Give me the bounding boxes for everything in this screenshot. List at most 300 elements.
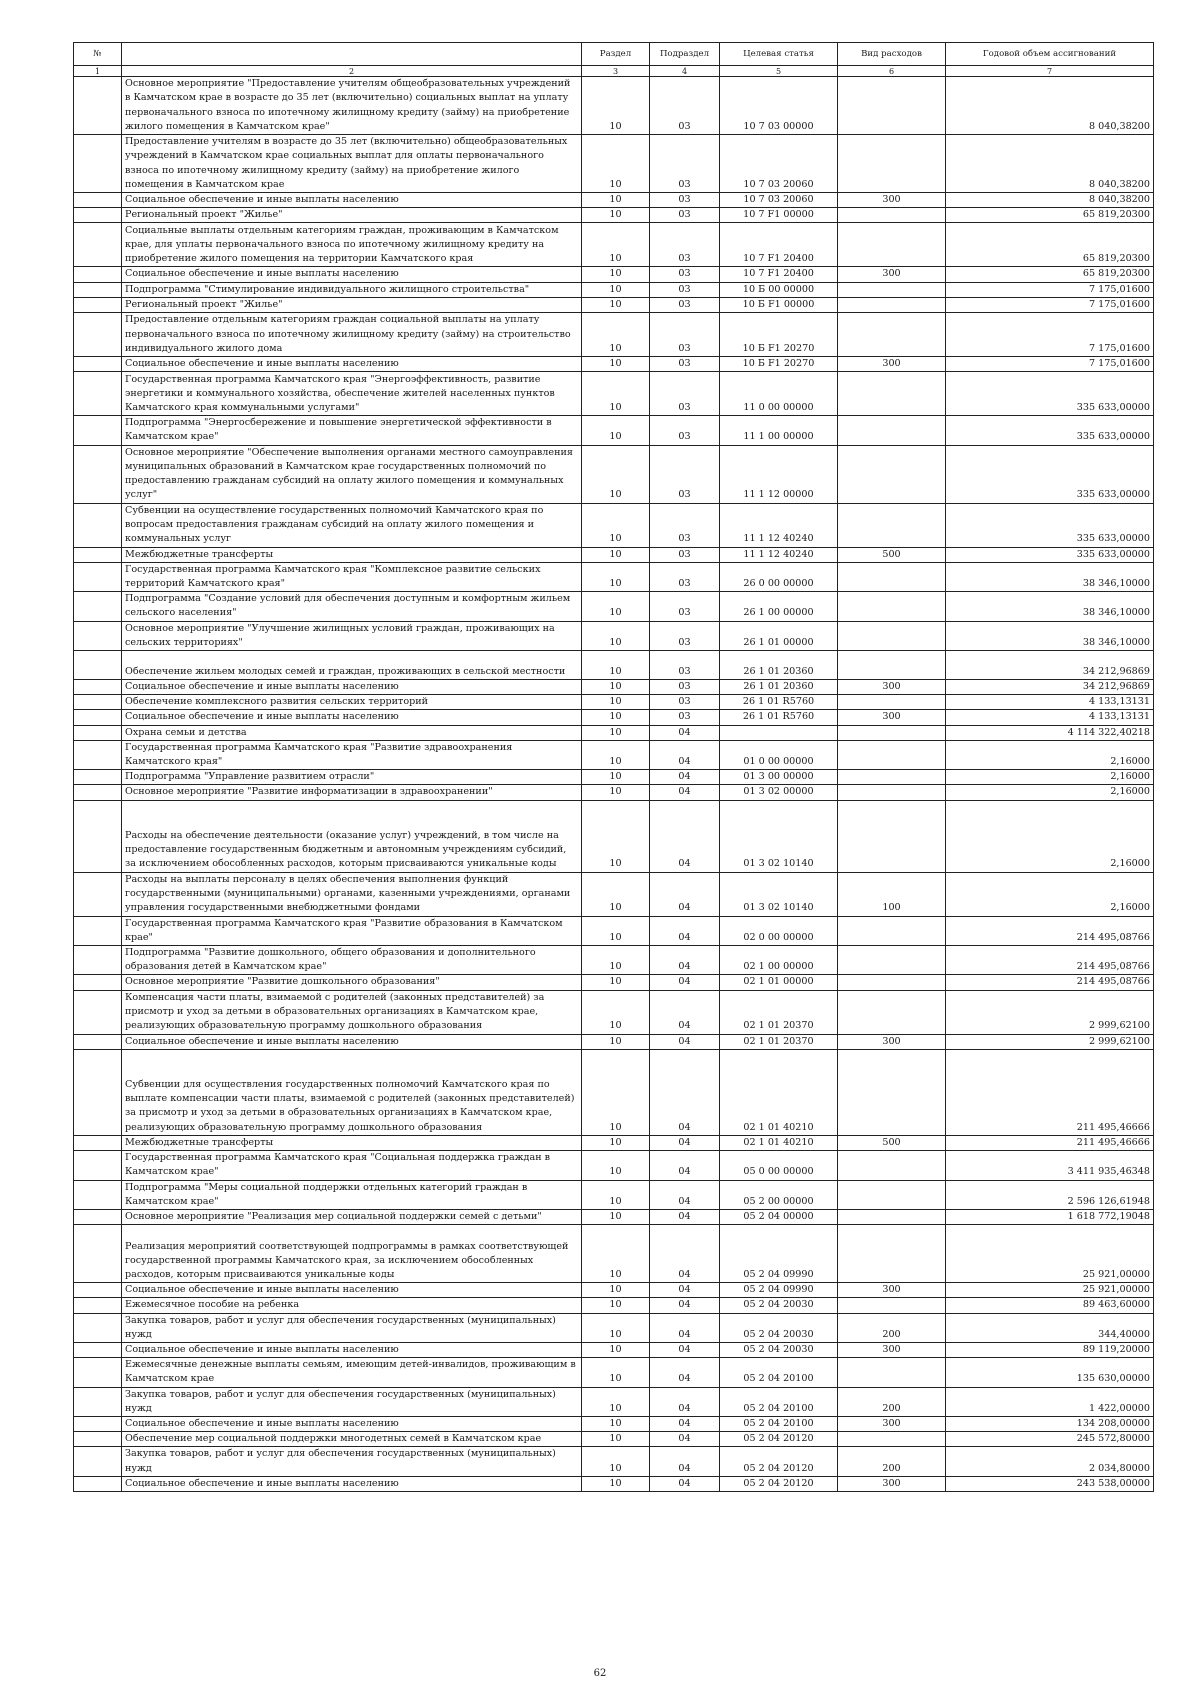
row-name-cell: Подпрограмма "Меры социальной поддержки отдельных категорий граждан в Камчатском крае" (122, 1180, 582, 1209)
row-celevaya-cell: 05 2 04 20120 (720, 1476, 838, 1491)
row-razdel-cell: 10 (582, 1447, 650, 1476)
row-razdel-cell: 10 (582, 445, 650, 503)
row-number-cell (74, 135, 122, 193)
row-vid-cell (838, 1209, 946, 1224)
row-celevaya-cell: 26 0 00 00000 (720, 562, 838, 591)
row-razdel-cell: 10 (582, 297, 650, 312)
table-row (74, 916, 1154, 945)
row-number-cell (74, 357, 122, 372)
row-number-cell (74, 1447, 122, 1476)
table-row (74, 1313, 1154, 1342)
row-vid-cell (838, 282, 946, 297)
row-razdel-cell: 10 (582, 916, 650, 945)
row-vid-cell: 300 (838, 267, 946, 282)
table-row (74, 800, 1154, 872)
row-razdel-cell: 10 (582, 946, 650, 975)
row-razdel-cell: 10 (582, 1358, 650, 1387)
row-podrazdel-cell: 04 (650, 1298, 720, 1313)
row-celevaya-cell: 01 3 02 10140 (720, 872, 838, 916)
row-sum-cell: 25 921,00000 (946, 1283, 1154, 1298)
row-celevaya-cell: 02 1 01 00000 (720, 975, 838, 990)
row-razdel-cell: 10 (582, 800, 650, 872)
row-celevaya-cell: 02 1 01 40210 (720, 1049, 838, 1135)
colnum-1: 1 (74, 66, 122, 77)
row-vid-cell (838, 297, 946, 312)
row-razdel-cell: 10 (582, 680, 650, 695)
row-podrazdel-cell: 04 (650, 1447, 720, 1476)
row-name-cell: Социальное обеспечение и иные выплаты населению (122, 1416, 582, 1431)
row-podrazdel-cell: 04 (650, 1358, 720, 1387)
row-celevaya-cell: 11 1 12 40240 (720, 503, 838, 547)
row-vid-cell (838, 1358, 946, 1387)
row-name-cell: Социальное обеспечение и иные выплаты населению (122, 357, 582, 372)
row-name-cell: Основное мероприятие "Реализация мер социальной поддержки семей с детьми" (122, 1209, 582, 1224)
row-vid-cell (838, 416, 946, 445)
row-podrazdel-cell: 03 (650, 193, 720, 208)
row-celevaya-cell: 10 Б F1 00000 (720, 297, 838, 312)
row-podrazdel-cell: 03 (650, 503, 720, 547)
row-number-cell (74, 785, 122, 800)
row-sum-cell: 8 040,38200 (946, 135, 1154, 193)
row-name-cell: Закупка товаров, работ и услуг для обеспечения государственных (муниципальных) нужд (122, 1447, 582, 1476)
table-row (74, 946, 1154, 975)
row-vid-cell (838, 621, 946, 650)
row-sum-cell: 89 119,20000 (946, 1342, 1154, 1357)
table-row (74, 785, 1154, 800)
row-name-cell: Подпрограмма "Создание условий для обеспечения доступным и комфортным жильем сельского населения" (122, 592, 582, 621)
row-name-cell: Реализация мероприятий соответствующей подпрограммы в рамках соответствующей государственной программы Камчатского края, за исключением обособленных расходов, которым присваиваются уникальные коды (122, 1225, 582, 1283)
row-number-cell (74, 621, 122, 650)
row-razdel-cell: 10 (582, 651, 650, 680)
row-name-cell: Социальное обеспечение и иные выплаты населению (122, 680, 582, 695)
row-name-cell: Основное мероприятие "Улучшение жилищных условий граждан, проживающих на сельских территориях" (122, 621, 582, 650)
row-razdel-cell: 10 (582, 990, 650, 1034)
row-number-cell (74, 800, 122, 872)
table-row (74, 695, 1154, 710)
row-podrazdel-cell: 03 (650, 710, 720, 725)
row-vid-cell (838, 313, 946, 357)
row-podrazdel-cell: 03 (650, 297, 720, 312)
row-podrazdel-cell: 04 (650, 1476, 720, 1491)
row-sum-cell: 1 618 772,19048 (946, 1209, 1154, 1224)
table-row (74, 208, 1154, 223)
row-number-cell (74, 1135, 122, 1150)
row-podrazdel-cell: 04 (650, 725, 720, 740)
row-sum-cell: 38 346,10000 (946, 592, 1154, 621)
table-row (74, 1358, 1154, 1387)
row-podrazdel-cell: 04 (650, 1432, 720, 1447)
row-razdel-cell: 10 (582, 1432, 650, 1447)
row-name-cell: Государственная программа Камчатского края "Развитие здравоохранения Камчатского края" (122, 740, 582, 769)
row-number-cell (74, 990, 122, 1034)
row-number-cell (74, 193, 122, 208)
table-row (74, 770, 1154, 785)
table-row (74, 77, 1154, 135)
row-sum-cell: 2 034,80000 (946, 1447, 1154, 1476)
row-razdel-cell: 10 (582, 77, 650, 135)
row-podrazdel-cell: 03 (650, 621, 720, 650)
header-name (122, 43, 582, 66)
row-razdel-cell: 10 (582, 1387, 650, 1416)
row-celevaya-cell: 26 1 01 20360 (720, 651, 838, 680)
row-sum-cell: 7 175,01600 (946, 297, 1154, 312)
row-vid-cell (838, 503, 946, 547)
row-sum-cell: 335 633,00000 (946, 503, 1154, 547)
row-celevaya-cell: 05 2 04 20100 (720, 1387, 838, 1416)
row-sum-cell: 4 114 322,40218 (946, 725, 1154, 740)
row-vid-cell (838, 800, 946, 872)
row-name-cell: Межбюджетные трансферты (122, 1135, 582, 1150)
row-name-cell: Основное мероприятие "Обеспечение выполнения органами местного самоуправления муниципальных образований в Камчатском крае государственных полномочий по предоставлению гражданам субсидий на оплату жилого помещения и коммунальных услуг" (122, 445, 582, 503)
row-sum-cell: 214 495,08766 (946, 975, 1154, 990)
row-sum-cell: 38 346,10000 (946, 621, 1154, 650)
row-name-cell: Социальное обеспечение и иные выплаты населению (122, 193, 582, 208)
row-vid-cell: 300 (838, 357, 946, 372)
row-podrazdel-cell: 04 (650, 1313, 720, 1342)
row-razdel-cell: 10 (582, 562, 650, 591)
row-name-cell: Социальное обеспечение и иные выплаты населению (122, 1476, 582, 1491)
row-podrazdel-cell: 04 (650, 1387, 720, 1416)
row-podrazdel-cell: 03 (650, 135, 720, 193)
row-razdel-cell: 10 (582, 872, 650, 916)
row-sum-cell: 65 819,20300 (946, 208, 1154, 223)
row-vid-cell: 300 (838, 1416, 946, 1431)
row-sum-cell: 2,16000 (946, 770, 1154, 785)
header-celevaya: Целевая статья (720, 43, 838, 66)
row-razdel-cell: 10 (582, 621, 650, 650)
row-sum-cell: 4 133,13131 (946, 710, 1154, 725)
row-sum-cell: 25 921,00000 (946, 1225, 1154, 1283)
row-sum-cell: 1 422,00000 (946, 1387, 1154, 1416)
row-sum-cell: 65 819,20300 (946, 267, 1154, 282)
row-number-cell (74, 1180, 122, 1209)
row-number-cell (74, 710, 122, 725)
row-name-cell: Подпрограмма "Стимулирование индивидуального жилищного строительства" (122, 282, 582, 297)
row-name-cell: Региональный проект "Жилье" (122, 208, 582, 223)
row-podrazdel-cell: 03 (650, 357, 720, 372)
row-podrazdel-cell: 04 (650, 1151, 720, 1180)
row-podrazdel-cell: 04 (650, 990, 720, 1034)
table-row (74, 1225, 1154, 1283)
row-podrazdel-cell: 03 (650, 208, 720, 223)
table-row (74, 740, 1154, 769)
row-razdel-cell: 10 (582, 1151, 650, 1180)
row-razdel-cell: 10 (582, 282, 650, 297)
table-row (74, 282, 1154, 297)
header-podrazdel: Подраздел (650, 43, 720, 66)
table-row (74, 1209, 1154, 1224)
row-celevaya-cell: 02 0 00 00000 (720, 916, 838, 945)
row-podrazdel-cell: 03 (650, 547, 720, 562)
row-vid-cell: 200 (838, 1313, 946, 1342)
row-celevaya-cell (720, 725, 838, 740)
row-podrazdel-cell: 03 (650, 267, 720, 282)
row-name-cell: Закупка товаров, работ и услуг для обеспечения государственных (муниципальных) нужд (122, 1387, 582, 1416)
row-sum-cell: 7 175,01600 (946, 313, 1154, 357)
table-row (74, 651, 1154, 680)
row-podrazdel-cell: 03 (650, 313, 720, 357)
row-celevaya-cell: 05 2 04 09990 (720, 1283, 838, 1298)
row-celevaya-cell: 10 Б 00 00000 (720, 282, 838, 297)
row-number-cell (74, 1387, 122, 1416)
budget-table (73, 42, 1154, 1492)
row-podrazdel-cell: 04 (650, 872, 720, 916)
row-name-cell: Основное мероприятие "Предоставление учителям общеобразовательных учреждений в Камчатском крае в возрасте до 35 лет (включительно) социальных выплат на уплату первоначального взноса по ипотечному жилищному кредиту (займу) на приобретение жилого помещения в Камчатском крае" (122, 77, 582, 135)
row-celevaya-cell: 01 3 00 00000 (720, 770, 838, 785)
row-celevaya-cell: 26 1 01 20360 (720, 680, 838, 695)
table-row (74, 1476, 1154, 1491)
table-row (74, 135, 1154, 193)
row-sum-cell: 134 208,00000 (946, 1416, 1154, 1431)
table-row (74, 990, 1154, 1034)
row-number-cell (74, 372, 122, 416)
header-number-row (74, 66, 1154, 77)
row-number-cell (74, 208, 122, 223)
page-number: 62 (593, 1668, 607, 1679)
header-razdel: Раздел (582, 43, 650, 66)
row-podrazdel-cell: 03 (650, 282, 720, 297)
row-celevaya-cell: 02 1 00 00000 (720, 946, 838, 975)
row-number-cell (74, 547, 122, 562)
row-razdel-cell: 10 (582, 740, 650, 769)
row-razdel-cell: 10 (582, 416, 650, 445)
row-vid-cell (838, 695, 946, 710)
row-celevaya-cell: 26 1 01 R5760 (720, 695, 838, 710)
colnum-7: 7 (946, 66, 1154, 77)
row-name-cell: Социальное обеспечение и иные выплаты населению (122, 1342, 582, 1357)
table-row (74, 1432, 1154, 1447)
row-number-cell (74, 445, 122, 503)
row-razdel-cell: 10 (582, 695, 650, 710)
row-name-cell: Основное мероприятие "Развитие дошкольного образования" (122, 975, 582, 990)
row-celevaya-cell: 01 3 02 10140 (720, 800, 838, 872)
row-vid-cell: 300 (838, 710, 946, 725)
row-celevaya-cell: 05 2 00 00000 (720, 1180, 838, 1209)
colnum-4: 4 (650, 66, 720, 77)
row-podrazdel-cell: 04 (650, 1049, 720, 1135)
row-vid-cell (838, 1151, 946, 1180)
row-sum-cell: 8 040,38200 (946, 77, 1154, 135)
table-row (74, 193, 1154, 208)
row-number-cell (74, 267, 122, 282)
row-vid-cell (838, 135, 946, 193)
table-row (74, 1342, 1154, 1357)
row-razdel-cell: 10 (582, 975, 650, 990)
row-vid-cell: 200 (838, 1447, 946, 1476)
header-no: № (74, 43, 122, 66)
row-number-cell (74, 1034, 122, 1049)
row-number-cell (74, 1298, 122, 1313)
row-vid-cell (838, 1049, 946, 1135)
row-sum-cell: 214 495,08766 (946, 916, 1154, 945)
row-number-cell (74, 1432, 122, 1447)
row-razdel-cell: 10 (582, 710, 650, 725)
row-podrazdel-cell: 03 (650, 592, 720, 621)
row-razdel-cell: 10 (582, 592, 650, 621)
row-name-cell: Государственная программа Камчатского края "Социальная поддержка граждан в Камчатском крае" (122, 1151, 582, 1180)
row-celevaya-cell: 02 1 01 40210 (720, 1135, 838, 1150)
row-number-cell (74, 1476, 122, 1491)
row-number-cell (74, 313, 122, 357)
row-podrazdel-cell: 04 (650, 1135, 720, 1150)
table-row (74, 1283, 1154, 1298)
row-vid-cell (838, 208, 946, 223)
row-podrazdel-cell: 04 (650, 1209, 720, 1224)
row-vid-cell (838, 562, 946, 591)
row-sum-cell: 38 346,10000 (946, 562, 1154, 591)
row-number-cell (74, 1151, 122, 1180)
row-name-cell: Субвенции для осуществления государственных полномочий Камчатского края по выплате компенсации части платы, взимаемой с родителей (законных представителей) за присмотр и уход за детьми в образовательных организациях в Камчатском крае, реализующих образовательную программу дошкольного образования (122, 1049, 582, 1135)
table-row (74, 725, 1154, 740)
row-name-cell: Подпрограмма "Развитие дошкольного, общего образования и дополнительного образования детей в Камчатском крае" (122, 946, 582, 975)
row-number-cell (74, 1416, 122, 1431)
table-row (74, 680, 1154, 695)
row-number-cell (74, 223, 122, 267)
row-name-cell: Социальное обеспечение и иные выплаты населению (122, 1283, 582, 1298)
row-celevaya-cell: 11 1 00 00000 (720, 416, 838, 445)
row-celevaya-cell: 02 1 01 20370 (720, 1034, 838, 1049)
row-celevaya-cell: 26 1 01 R5760 (720, 710, 838, 725)
row-razdel-cell: 10 (582, 1342, 650, 1357)
row-sum-cell: 335 633,00000 (946, 416, 1154, 445)
row-name-cell: Охрана семьи и детства (122, 725, 582, 740)
colnum-3: 3 (582, 66, 650, 77)
row-celevaya-cell: 05 2 04 09990 (720, 1225, 838, 1283)
row-vid-cell: 300 (838, 1342, 946, 1357)
row-number-cell (74, 651, 122, 680)
row-vid-cell: 200 (838, 1387, 946, 1416)
table-row (74, 503, 1154, 547)
table-row (74, 872, 1154, 916)
row-razdel-cell: 10 (582, 770, 650, 785)
row-sum-cell: 7 175,01600 (946, 357, 1154, 372)
row-sum-cell: 8 040,38200 (946, 193, 1154, 208)
row-name-cell: Социальное обеспечение и иные выплаты населению (122, 710, 582, 725)
row-vid-cell (838, 946, 946, 975)
table-row (74, 975, 1154, 990)
row-number-cell (74, 1225, 122, 1283)
row-razdel-cell: 10 (582, 785, 650, 800)
row-sum-cell: 344,40000 (946, 1313, 1154, 1342)
colnum-2: 2 (122, 66, 582, 77)
row-celevaya-cell: 10 7 F1 20400 (720, 267, 838, 282)
colnum-6: 6 (838, 66, 946, 77)
row-vid-cell (838, 1432, 946, 1447)
row-name-cell: Социальное обеспечение и иные выплаты населению (122, 1034, 582, 1049)
row-razdel-cell: 10 (582, 1180, 650, 1209)
row-razdel-cell: 10 (582, 1298, 650, 1313)
table-row (74, 1049, 1154, 1135)
row-celevaya-cell: 11 1 12 40240 (720, 547, 838, 562)
row-name-cell: Компенсация части платы, взимаемой с родителей (законных представителей) за присмотр и уход за детьми в образовательных организациях в Камчатском крае, реализующих образовательную программу дошкольного образования (122, 990, 582, 1034)
row-sum-cell: 245 572,80000 (946, 1432, 1154, 1447)
row-sum-cell: 335 633,00000 (946, 372, 1154, 416)
row-vid-cell (838, 916, 946, 945)
table-row (74, 1416, 1154, 1431)
row-vid-cell (838, 725, 946, 740)
header-vid: Вид расходов (838, 43, 946, 66)
table-row (74, 297, 1154, 312)
row-razdel-cell: 10 (582, 1476, 650, 1491)
row-celevaya-cell: 11 0 00 00000 (720, 372, 838, 416)
row-sum-cell: 335 633,00000 (946, 445, 1154, 503)
row-number-cell (74, 503, 122, 547)
row-number-cell (74, 740, 122, 769)
row-vid-cell: 500 (838, 547, 946, 562)
row-name-cell: Предоставление учителям в возрасте до 35 лет (включительно) общеобразовательных учреждений в Камчатском крае социальных выплат для оплаты первоначального взноса по ипотечному жилищному кредиту (займу) на приобретение жилого помещения в Камчатском крае (122, 135, 582, 193)
row-podrazdel-cell: 03 (650, 680, 720, 695)
row-vid-cell (838, 372, 946, 416)
row-razdel-cell: 10 (582, 357, 650, 372)
row-sum-cell: 34 212,96869 (946, 680, 1154, 695)
row-sum-cell: 243 538,00000 (946, 1476, 1154, 1491)
row-sum-cell: 211 495,46666 (946, 1135, 1154, 1150)
row-razdel-cell: 10 (582, 1225, 650, 1283)
table-row (74, 445, 1154, 503)
row-razdel-cell: 10 (582, 547, 650, 562)
header-row (74, 43, 1154, 66)
row-celevaya-cell: 05 2 04 20030 (720, 1313, 838, 1342)
row-celevaya-cell: 05 2 04 20100 (720, 1358, 838, 1387)
row-number-cell (74, 695, 122, 710)
table-row (74, 416, 1154, 445)
row-vid-cell: 500 (838, 1135, 946, 1150)
table-row (74, 1447, 1154, 1476)
row-podrazdel-cell: 03 (650, 416, 720, 445)
row-vid-cell (838, 990, 946, 1034)
row-name-cell: Расходы на обеспечение деятельности (оказание услуг) учреждений, в том числе на предоставление государственным бюджетным и автономным учреждениям субсидий, за исключением обособленных расходов, которым присваиваются уникальные коды (122, 800, 582, 872)
row-razdel-cell: 10 (582, 1034, 650, 1049)
row-name-cell: Обеспечение комплексного развития сельских территорий (122, 695, 582, 710)
row-name-cell: Обеспечение жильем молодых семей и граждан, проживающих в сельской местности (122, 651, 582, 680)
row-celevaya-cell: 05 2 04 20120 (720, 1447, 838, 1476)
row-celevaya-cell: 10 7 F1 00000 (720, 208, 838, 223)
row-number-cell (74, 77, 122, 135)
row-number-cell (74, 1209, 122, 1224)
row-vid-cell: 300 (838, 1476, 946, 1491)
row-number-cell (74, 872, 122, 916)
table-row (74, 223, 1154, 267)
row-vid-cell: 300 (838, 680, 946, 695)
row-celevaya-cell: 10 Б F1 20270 (720, 313, 838, 357)
table-row (74, 592, 1154, 621)
header-obem: Годовой объем ассигнований (946, 43, 1154, 66)
row-sum-cell: 2,16000 (946, 800, 1154, 872)
row-sum-cell: 4 133,13131 (946, 695, 1154, 710)
row-sum-cell: 2 999,62100 (946, 990, 1154, 1034)
row-podrazdel-cell: 03 (650, 223, 720, 267)
row-podrazdel-cell: 04 (650, 975, 720, 990)
row-podrazdel-cell: 03 (650, 77, 720, 135)
row-number-cell (74, 975, 122, 990)
row-number-cell (74, 680, 122, 695)
table-row (74, 1135, 1154, 1150)
row-sum-cell: 89 463,60000 (946, 1298, 1154, 1313)
row-vid-cell (838, 223, 946, 267)
row-podrazdel-cell: 03 (650, 562, 720, 591)
row-podrazdel-cell: 04 (650, 800, 720, 872)
row-podrazdel-cell: 03 (650, 695, 720, 710)
table-row (74, 621, 1154, 650)
row-celevaya-cell: 10 7 03 20060 (720, 135, 838, 193)
row-name-cell: Предоставление отдельным категориям граждан социальной выплаты на уплату первоначального взноса по ипотечному жилищному кредиту (займу) на строительство индивидуального жилого дома (122, 313, 582, 357)
row-sum-cell: 214 495,08766 (946, 946, 1154, 975)
row-celevaya-cell: 05 2 04 20100 (720, 1416, 838, 1431)
row-razdel-cell: 10 (582, 1283, 650, 1298)
row-celevaya-cell: 10 7 03 00000 (720, 77, 838, 135)
row-sum-cell: 135 630,00000 (946, 1358, 1154, 1387)
row-sum-cell: 3 411 935,46348 (946, 1151, 1154, 1180)
